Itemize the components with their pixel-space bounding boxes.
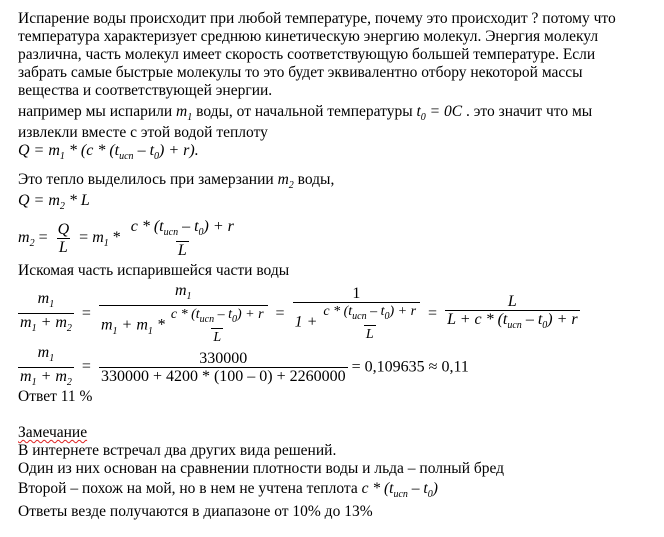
paragraph-line-2: температура характеризует среднюю кинетическую энергию молекул. Энергия молекул	[18, 28, 599, 45]
formula-numeric: $\frac{m_1}{m_1 + m_2}$ = $\frac{330000}{330000 + 4200 * (100 - 0) + 2260000}$ = 0,109635 ≈ 0,11	[18, 344, 469, 391]
m1-symbol: $m_1$	[176, 103, 193, 124]
freezing-line: Это тепло выделилось при замерзании $m_2$ воды,	[18, 171, 335, 192]
note-line-1: В интернете встречал два других вида решений.	[18, 442, 337, 459]
note-line-2: Один из них основан на сравнении плотности воды и льда – полный бред	[18, 460, 505, 477]
example-text-c: . это значит что мы	[465, 103, 593, 120]
second-line: Второй – похож на мой, но в нем не учтена теплота c * $(t_{исп} - t_0)$	[18, 480, 438, 501]
formula-q: $Q = m_1 * (c * (t_{исп} - t_0) + r)$.	[18, 142, 199, 163]
paragraph-line-3: различна, часть молекул имеет скорость соответствующую большей температуре. Если	[18, 46, 596, 63]
paragraph-line-4: забрать самые быстрые молекулы то это будет эквивалентно отбору некоторой массы	[18, 64, 583, 81]
answer-line: Ответ 11 %	[18, 388, 93, 405]
note-title: Замечание	[18, 424, 88, 441]
paragraph-line-5: вещества и соответствующей энергии.	[18, 82, 273, 99]
example-text-b: воды, от начальной температуры	[196, 103, 413, 120]
conclusion-line: Ответы везде получаются в диапазоне от 10% до 13%	[18, 503, 373, 520]
formula-q-m2: $Q = m_2 * L$	[18, 192, 90, 213]
m2-symbol: $m_2$	[277, 171, 294, 192]
formula-fraction: $\frac{m_1}{m_1 + m_2}$ = $m_1$ $m_1 + m_1$ * $c * (t_{исп} - t_0) + r$ L = 1 1 + $c * (t_{исп} - t_0) + r$ L = L $L + c * (t_{исп} - t_0) + r$	[20, 282, 578, 345]
formula-m2: $m_2$ = $\frac{Q}{L}$ = $m_1$ * $c * (t_{исп} - t_0) + r$ L	[18, 218, 234, 260]
t0-symbol: $t_0 = 0C$	[416, 103, 463, 124]
heat-extracted-line: извлекли вместе с этой водой теплоту	[18, 124, 268, 141]
paragraph-line-1: Испарение воды происходит при любой температуре, почему это происходит ? потому что	[18, 10, 616, 27]
example-text-a: например мы испарили	[18, 103, 173, 120]
fraction-heading: Искомая часть испарившейся части воды	[18, 262, 290, 279]
